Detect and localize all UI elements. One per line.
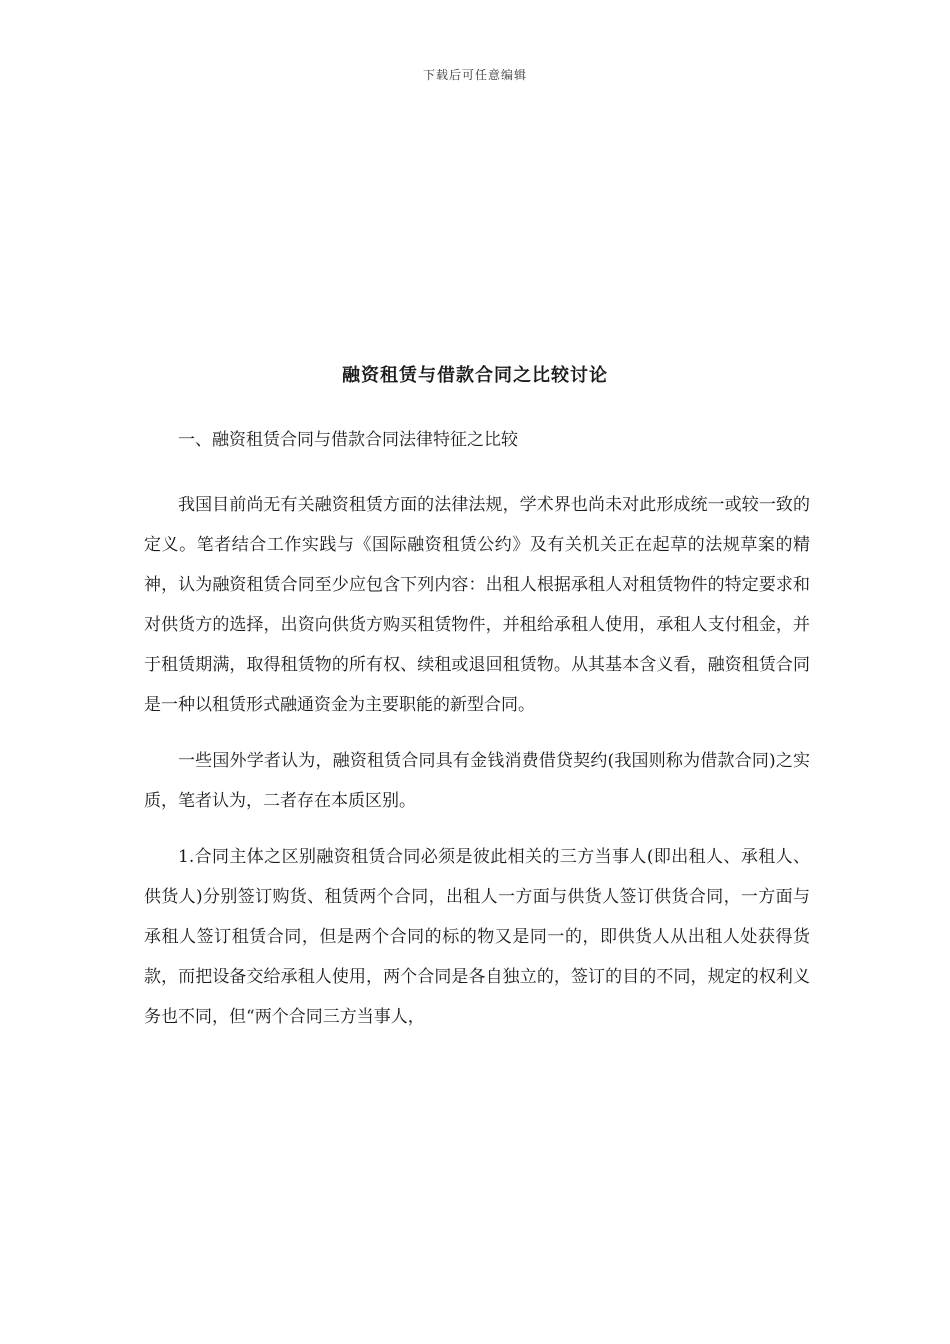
- paragraph-contract-parties: 1.合同主体之区别融资租赁合同必须是彼此相关的三方当事人(即出租人、承租人、供货人)分别签订购货、租赁两个合同，出租人一方面与供货人签订供货合同，一方面与承租人签订租赁合同，但是两个合同的标的物又是同一的，即供货人从出租人处获得货款，而把设备交给承租人使用，两个合同是各自独立的，签订的目的不同，规定的权利义务也不同，但“两个合同三方当事人，: [144, 847, 810, 1027]
- header-note: 下载后可任意编辑: [422, 68, 527, 82]
- document-body: [144, 424, 810, 1053]
- paragraph-foreign-view: 一些国外学者认为，融资租赁合同具有金钱消费借贷契约(我国则称为借款合同)之实质，笔者认为，二者存在本质区别。: [144, 751, 810, 811]
- paragraph-definition: 我国目前尚无有关融资租赁方面的法律法规，学术界也尚未对此形成统一或较一致的定义。笔者结合工作实践与《国际融资租赁公约》及有关机关正在起草的法规草案的精神，认为融资租赁合同至少应包含下列内容：出租人根据承租人对租赁物件的特定要求和对供货方的选择，出资向供货方购买租赁物件，并租给承租人使用，承租人支付租金，并于租赁期满，取得租赁物的所有权、续租或退回租赁物。从其基本含义看，融资租赁合同是一种以租赁形式融通资金为主要职能的新型合同。: [144, 495, 810, 715]
- section-heading: 一、融资租赁合同与借款合同法律特征之比较: [178, 430, 518, 450]
- document-title: 融资租赁与借款合同之比较讨论: [342, 365, 608, 386]
